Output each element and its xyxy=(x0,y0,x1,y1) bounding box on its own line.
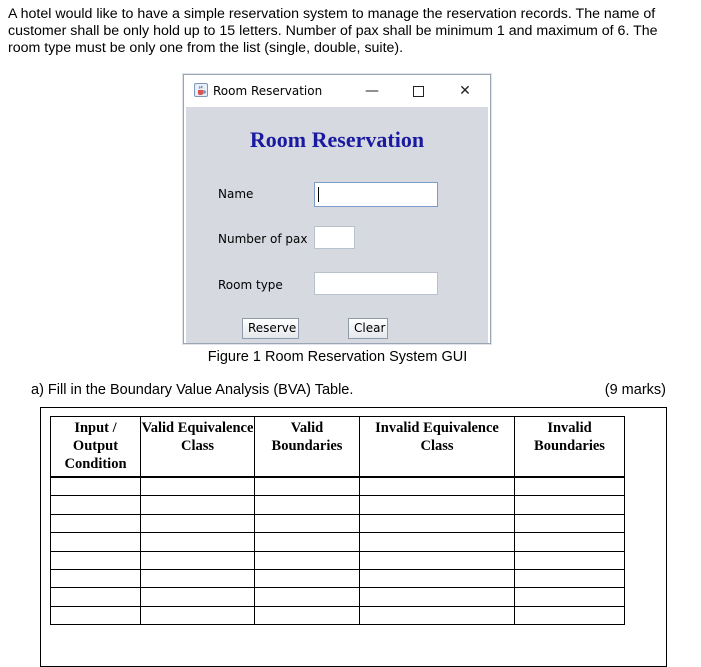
text-caret xyxy=(318,187,319,202)
header-invalid-boundaries: Invalid Boundaries xyxy=(515,417,625,478)
name-input[interactable] xyxy=(314,182,438,207)
table-cell[interactable] xyxy=(360,588,515,606)
header-input-output-condition: Input / Output Condition xyxy=(51,417,141,478)
table-cell[interactable] xyxy=(515,606,625,624)
table-cell[interactable] xyxy=(255,569,360,587)
room-type-label: Room type xyxy=(218,278,283,292)
maximize-icon xyxy=(413,86,424,97)
table-cell[interactable] xyxy=(141,606,255,624)
table-cell[interactable] xyxy=(51,569,141,587)
table-cell[interactable] xyxy=(141,533,255,551)
header-valid-boundaries: Valid Boundaries xyxy=(255,417,360,478)
table-cell[interactable] xyxy=(51,606,141,624)
reserve-button[interactable]: Reserve xyxy=(242,318,299,339)
maximize-button[interactable] xyxy=(408,81,428,101)
pax-input[interactable] xyxy=(314,226,355,249)
table-row xyxy=(51,533,625,551)
table-cell[interactable] xyxy=(51,514,141,532)
table-cell[interactable] xyxy=(515,514,625,532)
table-cell[interactable] xyxy=(255,533,360,551)
table-cell[interactable] xyxy=(515,551,625,569)
table-cell[interactable] xyxy=(141,514,255,532)
table-cell[interactable] xyxy=(51,551,141,569)
table-cell[interactable] xyxy=(360,569,515,587)
table-cell[interactable] xyxy=(141,551,255,569)
table-cell[interactable] xyxy=(255,514,360,532)
table-cell[interactable] xyxy=(51,588,141,606)
table-cell[interactable] xyxy=(515,533,625,551)
table-cell[interactable] xyxy=(515,588,625,606)
name-label: Name xyxy=(218,187,254,201)
table-row xyxy=(51,588,625,606)
table-row xyxy=(51,514,625,532)
table-cell[interactable] xyxy=(515,569,625,587)
table-row xyxy=(51,477,625,496)
table-cell[interactable] xyxy=(515,477,625,496)
table-cell[interactable] xyxy=(51,496,141,514)
header-invalid-equivalence-class: Invalid Equivalence Class xyxy=(360,417,515,478)
table-cell[interactable] xyxy=(51,477,141,496)
java-cup-icon xyxy=(194,83,208,97)
table-cell[interactable] xyxy=(360,606,515,624)
table-cell[interactable] xyxy=(360,477,515,496)
figure-caption: Figure 1 Room Reservation System GUI xyxy=(207,349,468,365)
table-cell[interactable] xyxy=(255,477,360,496)
table-cell[interactable] xyxy=(360,496,515,514)
question-intro-text: A hotel would like to have a simple reservation system to manage the reservation records. The name of customer shall be only hold up to 15 letters. Number of pax shall be minimum 1 and maximum of 6. The room type must be only one from the list (single, double, suite). xyxy=(8,6,658,56)
form-heading: Room Reservation xyxy=(249,127,425,152)
table-cell[interactable] xyxy=(360,514,515,532)
table-cell[interactable] xyxy=(360,533,515,551)
table-cell[interactable] xyxy=(141,588,255,606)
table-header-row xyxy=(51,417,625,478)
close-button[interactable]: ✕ xyxy=(459,83,471,99)
table-cell[interactable] xyxy=(51,533,141,551)
pax-label: Number of pax xyxy=(218,232,308,246)
question-label: a) Fill in the Boundary Value Analysis (BVA) Table. xyxy=(31,382,354,398)
clear-button[interactable]: Clear xyxy=(348,318,388,339)
window-content xyxy=(186,107,488,343)
room-type-input[interactable] xyxy=(314,272,438,295)
table-row xyxy=(51,551,625,569)
table-cell[interactable] xyxy=(515,496,625,514)
table-cell[interactable] xyxy=(141,477,255,496)
minimize-button[interactable]: — xyxy=(365,83,379,99)
table-cell[interactable] xyxy=(141,569,255,587)
table-row xyxy=(51,569,625,587)
table-cell[interactable] xyxy=(255,606,360,624)
header-valid-equivalence-class: Valid Equivalence Class xyxy=(141,417,255,478)
table-cell[interactable] xyxy=(255,588,360,606)
room-reservation-window xyxy=(183,74,491,344)
window-titlebar[interactable] xyxy=(184,75,490,107)
table-cell[interactable] xyxy=(141,496,255,514)
table-row xyxy=(51,496,625,514)
table-row xyxy=(51,606,625,624)
window-title: Room Reservation xyxy=(213,84,323,98)
bva-table xyxy=(50,416,625,625)
table-cell[interactable] xyxy=(360,551,515,569)
table-cell[interactable] xyxy=(255,551,360,569)
question-marks: (9 marks) xyxy=(604,382,666,398)
table-cell[interactable] xyxy=(255,496,360,514)
